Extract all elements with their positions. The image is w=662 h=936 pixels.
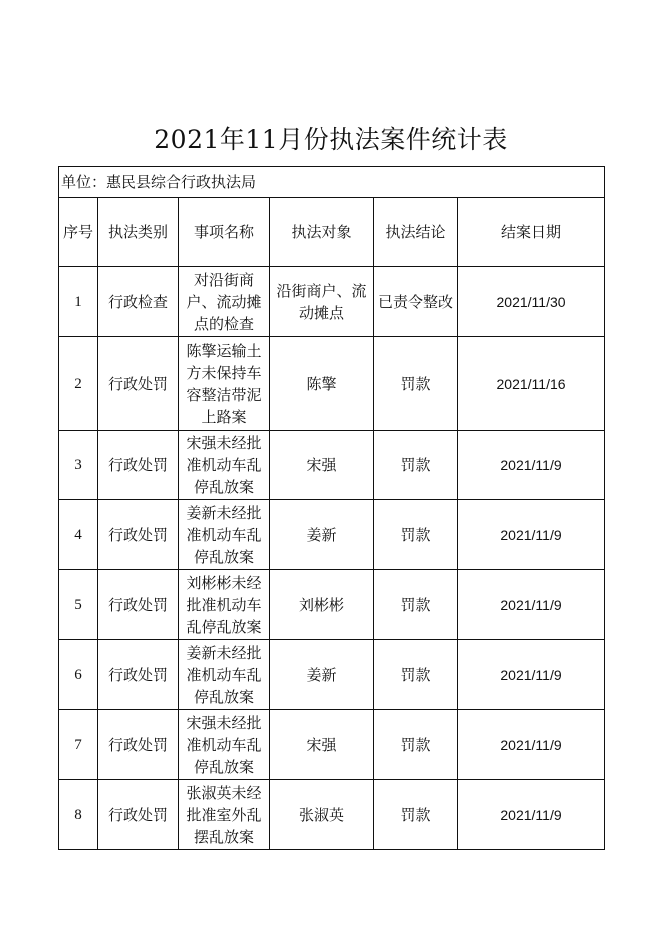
row-category: 行政处罚 [98, 500, 179, 570]
row-no: 8 [59, 780, 98, 850]
header-row [59, 198, 605, 267]
row-date: 2021/11/9 [458, 431, 605, 500]
row-target: 宋强 [270, 431, 374, 500]
row-conclusion: 已责令整改 [374, 267, 458, 337]
row-category: 行政处罚 [98, 570, 179, 640]
row-target: 陈擎 [270, 337, 374, 431]
row-item: 姜新未经批准机动车乱停乱放案 [179, 500, 270, 570]
header-category: 执法类别 [98, 198, 179, 267]
row-item: 宋强未经批准机动车乱停乱放案 [179, 710, 270, 780]
row-item: 姜新未经批准机动车乱停乱放案 [179, 640, 270, 710]
page-title: 2021年11月份执法案件统计表 [154, 125, 508, 154]
row-date: 2021/11/9 [458, 710, 605, 780]
table-row [59, 337, 605, 431]
row-target: 姜新 [270, 500, 374, 570]
row-category: 行政处罚 [98, 337, 179, 431]
row-no: 7 [59, 710, 98, 780]
row-target: 刘彬彬 [270, 570, 374, 640]
row-no: 2 [59, 337, 98, 431]
row-no: 4 [59, 500, 98, 570]
header-no: 序号 [59, 198, 98, 267]
table-row [59, 710, 605, 780]
row-target: 沿街商户、流动摊点 [270, 267, 374, 337]
case-statistics-table [58, 166, 605, 850]
row-conclusion: 罚款 [374, 780, 458, 850]
header-conclusion: 执法结论 [374, 198, 458, 267]
row-date: 2021/11/9 [458, 780, 605, 850]
row-target: 宋强 [270, 710, 374, 780]
row-category: 行政处罚 [98, 780, 179, 850]
row-date: 2021/11/30 [458, 267, 605, 337]
unit-label: 单位：惠民县综合行政执法局 [59, 167, 605, 198]
table-row [59, 267, 605, 337]
row-no: 3 [59, 431, 98, 500]
row-item: 对沿街商户、流动摊点的检查 [179, 267, 270, 337]
row-item: 陈擎运输土方未保持车容整洁带泥上路案 [179, 337, 270, 431]
table-row [59, 780, 605, 850]
row-no: 6 [59, 640, 98, 710]
row-conclusion: 罚款 [374, 500, 458, 570]
row-category: 行政处罚 [98, 640, 179, 710]
table-row [59, 431, 605, 500]
row-conclusion: 罚款 [374, 570, 458, 640]
row-date: 2021/11/9 [458, 570, 605, 640]
row-item: 宋强未经批准机动车乱停乱放案 [179, 431, 270, 500]
row-date: 2021/11/9 [458, 640, 605, 710]
row-category: 行政处罚 [98, 710, 179, 780]
header-item: 事项名称 [179, 198, 270, 267]
row-conclusion: 罚款 [374, 431, 458, 500]
row-no: 1 [59, 267, 98, 337]
row-category: 行政检查 [98, 267, 179, 337]
row-date: 2021/11/16 [458, 337, 605, 431]
header-date: 结案日期 [458, 198, 605, 267]
row-date: 2021/11/9 [458, 500, 605, 570]
row-no: 5 [59, 570, 98, 640]
row-target: 张淑英 [270, 780, 374, 850]
unit-row [59, 167, 605, 198]
table-row [59, 640, 605, 710]
table-row [59, 500, 605, 570]
row-item: 刘彬彬未经批准机动车乱停乱放案 [179, 570, 270, 640]
row-conclusion: 罚款 [374, 337, 458, 431]
row-conclusion: 罚款 [374, 640, 458, 710]
row-conclusion: 罚款 [374, 710, 458, 780]
row-category: 行政处罚 [98, 431, 179, 500]
row-item: 张淑英未经批准室外乱摆乱放案 [179, 780, 270, 850]
table-row [59, 570, 605, 640]
row-target: 姜新 [270, 640, 374, 710]
header-target: 执法对象 [270, 198, 374, 267]
